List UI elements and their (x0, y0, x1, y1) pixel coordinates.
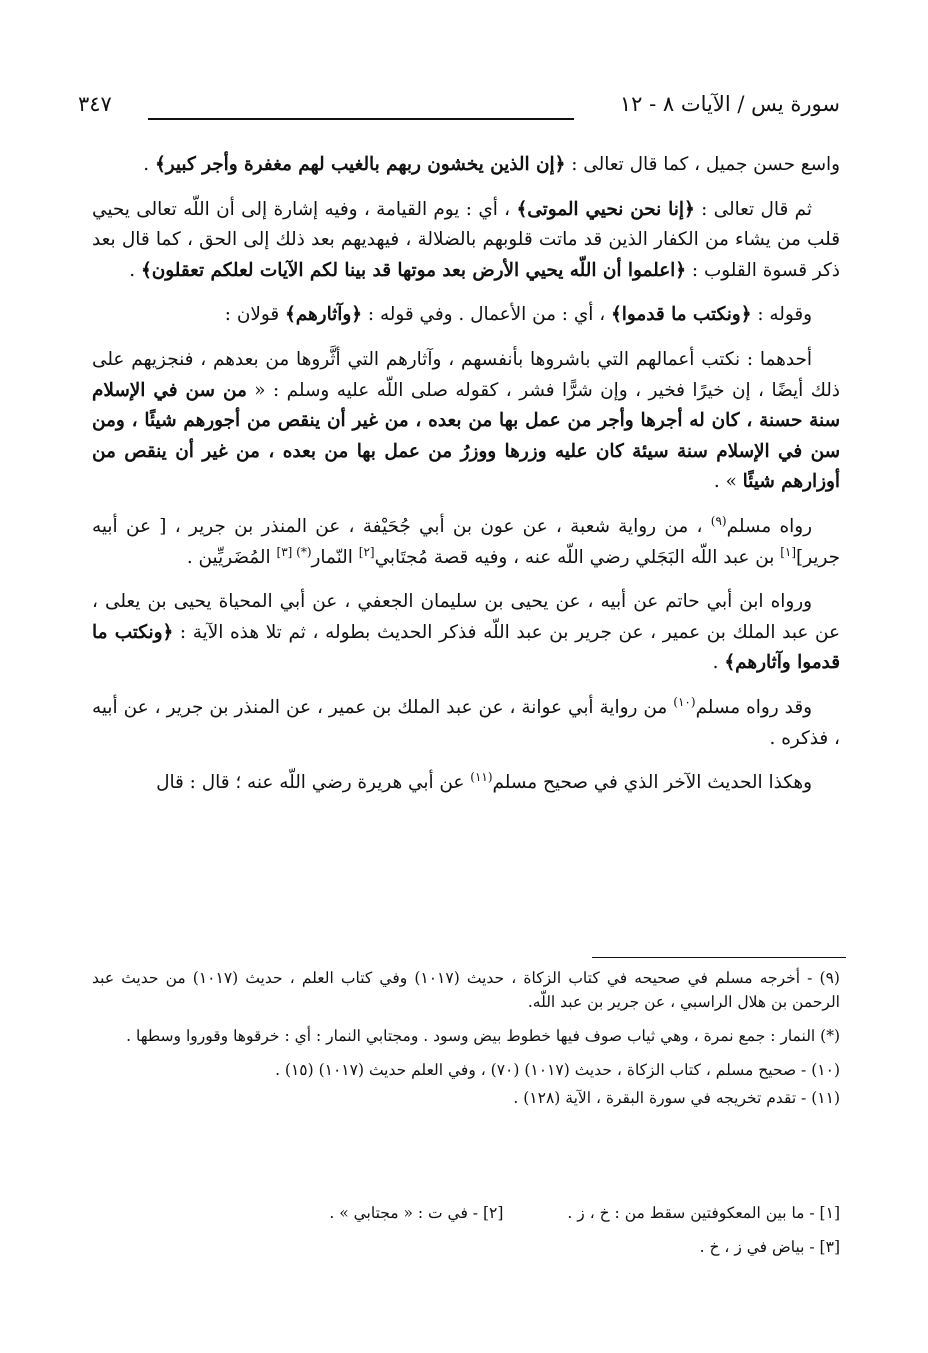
text: ، من رواية شعبة ، عن عون بن أبي جُحَيْفة ، عن المنذر بن جرير ، [ عن أبيه جرير] (92, 515, 840, 568)
quran-quote: ﴿إن الذين يخشون ربهم بالغيب لهم مغفرة وأجر كبير﴾ (154, 154, 566, 175)
text: رواه مسلم (726, 515, 812, 537)
footnote-9: (٩) - أخرجه مسلم في صحيحه في كتاب الزكاة ، حديث (١٠١٧) وفي كتاب العلم ، حديث (١٠١٧) من حديث عبد الرحمن بن هلال الراسبي ، عن جرير بن عبد اللّه. (92, 969, 840, 1011)
quran-quote: ﴿اعلموا أن اللّه يحيي الأرض بعد موتها قد بينا لكم الآيات لعلكم تعقلون﴾ (140, 259, 687, 281)
footnote-ref: (٩) (710, 513, 727, 528)
text: ثم قال تعالى : (694, 198, 812, 220)
text: ورواه ابن أبي حاتم عن أبيه ، عن يحيى بن سليمان الجعفي ، عن أبي المحياة يحيى بن يعلى ، عن عبد الملك بن عمير ، عن جرير بن عبد اللّه فذكر الحديث بطوله ، ثم تلا هذه الآية : (92, 591, 840, 643)
text: . (143, 154, 155, 175)
header-rule (148, 118, 574, 120)
paragraph-5 (92, 512, 840, 573)
paragraph-8 (92, 768, 840, 799)
text: . (129, 259, 141, 281)
text: ، أي : من الأعمال . وفي قوله : (362, 304, 611, 326)
variant-1: [١] - ما بين المعكوفتين سقط من : خ ، ز . (567, 1204, 840, 1222)
footnote-star: (*) النمار : جمع نمرة ، وهي ثياب صوف فيها خطوط بيض وسود . ومجتابي النمار : أي : خرقوها وقوروا وسطها . (126, 1027, 840, 1045)
text: وقد رواه مسلم (695, 696, 813, 718)
variant-ref: [١] (780, 544, 797, 559)
paragraph-4 (92, 345, 840, 498)
variant-ref: [٣] (276, 544, 297, 559)
paragraph-6 (92, 587, 840, 679)
variant-3: [٣] - بياض في ز ، خ . (699, 1238, 840, 1256)
text: أحدهما : نكتب أعمالهم التي باشروها بأنفسهم ، وآثارهم التي أثَّروها من بعدهم ، فنجزيهم على ذلك أيضًا ، إن خيرًا فخير ، وإن شرًّا فشر ، كقوله صلى اللّه عليه وسلم : « (92, 348, 840, 401)
hadith-quote: من سن في الإسلام سنة حسنة ، كان له أجرها وأجر من عمل بها من بعده ، من غير أن ينقص من أجورهم شيئًا ، ومن سن في الإسلام سنة سيئة كان عليه وزرها ووزرُ من عمل بها من بعده ، من غير أن ينقص من أوزارهم شيئًا (92, 379, 840, 493)
quran-quote: ﴿إنا نحن نحيي الموتى﴾ (516, 198, 695, 220)
text: قولان : (224, 304, 285, 326)
footnote-ref: (*) (296, 544, 312, 559)
text: من رواية أبي عوانة ، عن عبد الملك بن عمير ، عن المنذر بن جرير ، عن أبيه ، فذكره . (92, 696, 840, 749)
text: وقوله : (751, 304, 812, 326)
running-title: سورة يس / الآيات ٨ - ١٢ (619, 92, 840, 116)
variant-row (92, 1230, 840, 1264)
text: عن أبي هريرة رضي اللّه عنه ؛ قال : قال (156, 772, 471, 794)
text: ، أي : يوم القيامة ، وفيه إشارة إلى أن اللّه تعالى يحيي قلب من يشاء من الكفار الذين قد ماتت قلوبهم بالضلالة ، فيهديهم بعد ذلك إلى الحق ، كما قال بعد ذكر قسوة القلوب : (92, 198, 840, 281)
paragraph-3 (92, 300, 840, 331)
text: » . (713, 471, 743, 493)
footnote-rule (592, 957, 846, 958)
main-text (92, 150, 840, 813)
page-header (78, 92, 840, 132)
quran-quote: ﴿وآثارهم﴾ (284, 304, 363, 326)
footnote-10: (١٠) - صحيح مسلم ، كتاب الزكاة ، حديث (١٠١٧) (٧٠) ، وفي العلم حديث (١٠١٧) (١٥) . (275, 1061, 840, 1079)
page-number: ٣٤٧ (78, 92, 112, 116)
text: النّمار (311, 546, 359, 568)
text: . (712, 652, 725, 674)
variant-ref: [٢] (358, 544, 375, 559)
footnotes (92, 966, 840, 1120)
footnote-11: (١١) - تقدم تخريجه في سورة البقرة ، الآية (١٢٨) . (513, 1089, 840, 1107)
text: واسع حسن جميل ، كما قال تعالى : (565, 154, 840, 175)
variant-2: [٢] - في ت : « مجتابي » . (329, 1204, 504, 1222)
paragraph-1 (92, 150, 840, 181)
manuscript-variants (92, 1196, 840, 1264)
text: وهكذا الحديث الآخر الذي في صحيح مسلم (492, 772, 812, 794)
paragraph-2 (92, 195, 840, 287)
variant-row (92, 1196, 840, 1230)
quran-quote: ﴿ونكتب ما قدموا وآثارهم﴾ (92, 621, 840, 674)
text: بن عبد اللّه البَجَلي رضي اللّه عنه ، وفيه قصة مُجتَابي (374, 546, 781, 568)
quran-quote: ﴿ونكتب ما قدموا﴾ (610, 304, 752, 326)
footnote-ref: (١٠) (673, 694, 696, 709)
text: المُضَريِّين . (186, 546, 277, 568)
footnote-ref: (١١) (470, 769, 493, 784)
paragraph-7 (92, 693, 840, 754)
